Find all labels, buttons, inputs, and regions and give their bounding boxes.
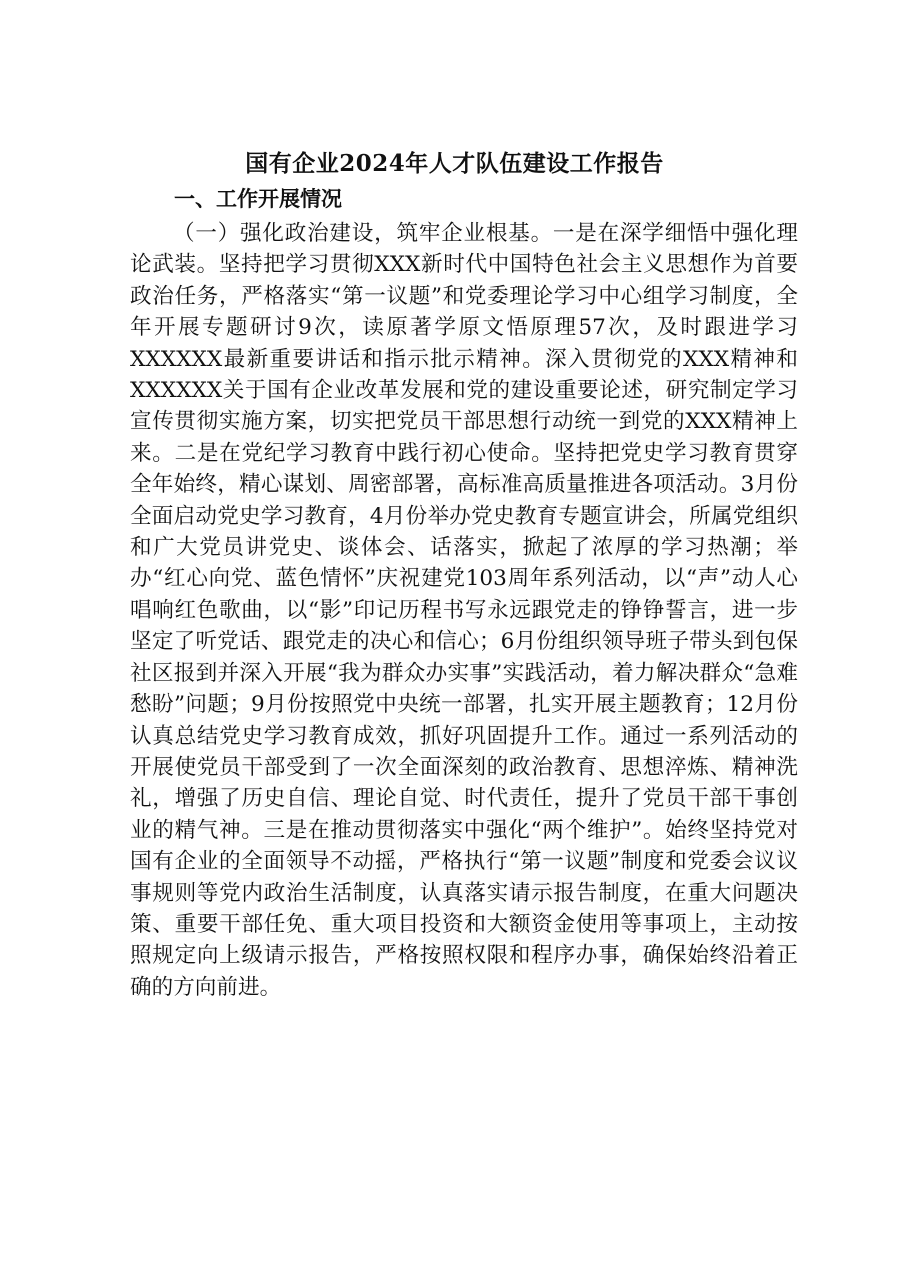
section-heading: 一、工作开展情况 — [174, 187, 342, 211]
document-title: 国有企业2024年人才队伍建设工作报告 — [245, 150, 664, 177]
section-body — [130, 218, 798, 1003]
body-paragraph: （一）强化政治建设，筑牢企业根基。一是在深学细悟中强化理论武装。坚持把学习贯彻XXX新时代中国特色社会主义思想作为首要政治任务，严格落实“第一议题”和党委理论学习中心组学习制度，全年开展专题研讨9次，读原著学原文悟原理57次，及时跟进学习XXXXXX最新重要讲话和指示批示精神。深入贯彻党的XXX精神和XXXXXX关于国有企业改革发展和党的建设重要论述，研究制定学习宣传贯彻实施方案，切实把党员干部思想行动统一到党的XXX精神上来。二是在党纪学习教育中践行初心使命。坚持把党史学习教育贯穿全年始终，精心谋划、周密部署，高标准高质量推进各项活动。3月份全面启动党史学习教育，4月份举办党史教育专题宣讲会，所属党组织和广大党员讲党史、谈体会、话落实，掀起了浓厚的学习热潮；举办“红心向党、蓝色情怀”庆祝建党103周年系列活动，以“声”动人心唱响红色歌曲，以“影”印记历程书写永远跟党走的铮铮誓言，进一步坚定了听党话、跟党走的决心和信心；6月份组织领导班子带头到包保社区报到并深入开展“我为群众办实事”实践活动，着力解决群众“急难愁盼”问题；9月份按照党中央统一部署，扎实开展主题教育；12月份认真总结党史学习教育成效，抓好巩固提升工作。通过一系列活动的开展使党员干部受到了一次全面深刻的政治教育、思想淬炼、精神洗礼，增强了历史自信、理论自觉、时代责任，提升了党员干部干事创业的精气神。三是在推动贯彻落实中强化“两个维护”。始终坚持党对国有企业的全面领导不动摇，严格执行“第一议题”制度和党委会议议事规则等党内政治生活制度，认真落实请示报告制度，在重大问题决策、重要干部任免、重大项目投资和大额资金使用等事项上，主动按照规定向上级请示报告，严格按照权限和程序办事，确保始终沿着正确的方向前进。 — [130, 221, 798, 1000]
